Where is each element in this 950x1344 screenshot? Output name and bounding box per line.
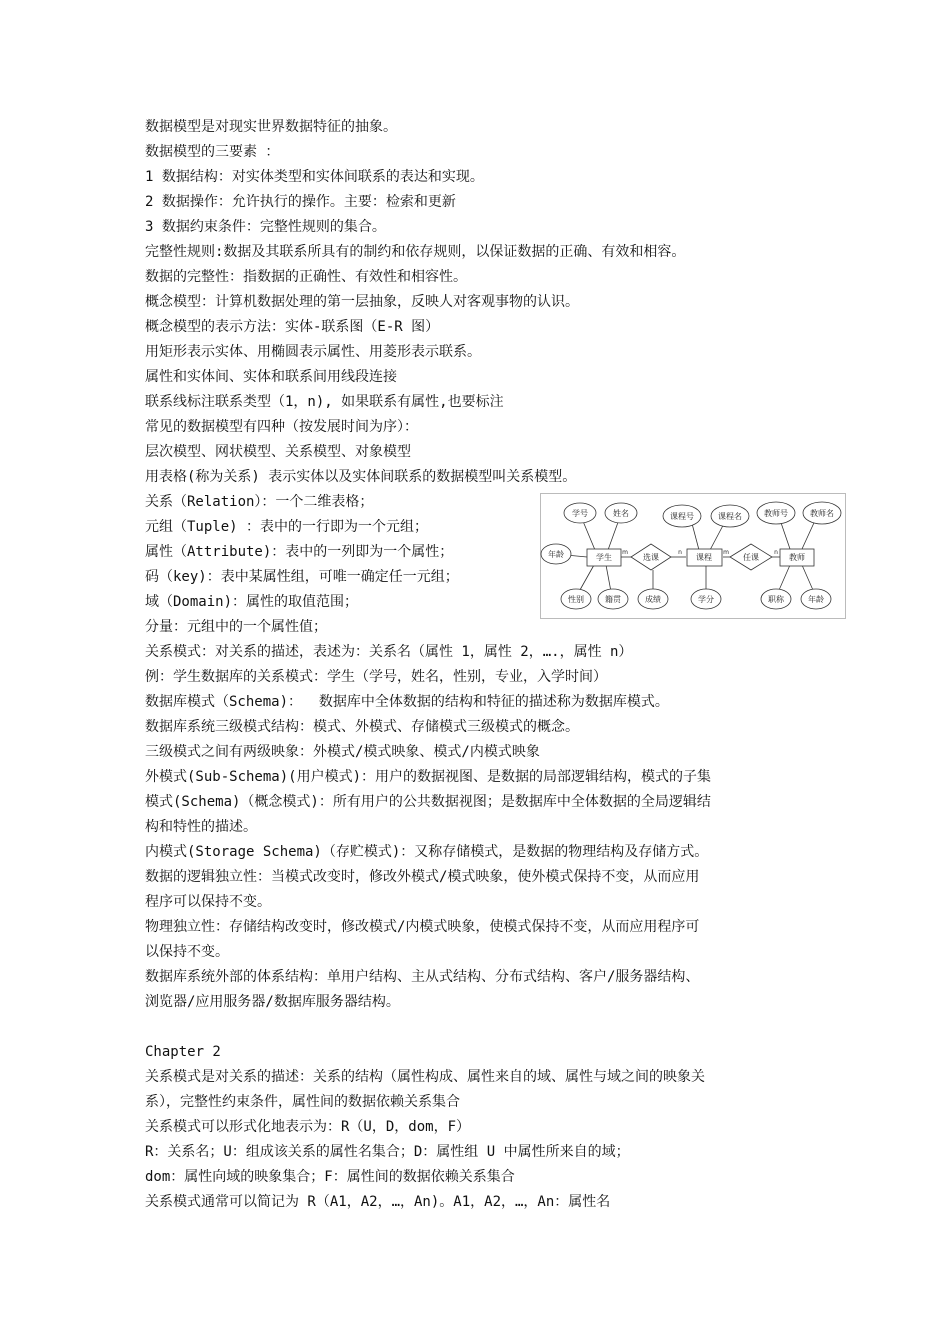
text-line: Chapter 2 [145,1044,221,1060]
attr-label: 教师号 [764,509,788,518]
relationship-label: 选课 [643,553,659,562]
text-line: 码（key)：表中某属性组，可唯一确定任一元组； [145,569,459,585]
text-line: 例：学生数据库的关系模式：学生（学号，姓名，性别，专业，入学时间） [145,669,607,685]
text-line: 概念模型的表示方法：实体-联系图（E-R 图） [145,319,440,335]
text-line: 1 数据结构：对实体类型和实体间联系的表达和实现。 [145,169,484,185]
cardinality-label: m [723,549,729,556]
text-line: 完整性规则:数据及其联系所具有的制约和依存规则，以保证数据的正确、有效和相容。 [145,244,686,260]
text-line: 关系模式是对关系的描述：关系的结构（属性构成、属性来自的域、属性与域之间的映象关 [145,1069,705,1085]
attr-label: 姓名 [613,509,629,518]
attr-label: 教师名 [810,509,834,518]
attr-label: 学号 [572,509,588,518]
text-line: 程序可以保持不变。 [145,894,271,910]
text-line: 关系（Relation）：一个二维表格； [145,494,374,510]
text-line: 物理独立性：存储结构改变时，修改模式/内模式映象，使模式保持不变，从而应用程序可 [145,919,700,935]
text-line: 数据模型是对现实世界数据特征的抽象。 [145,119,397,135]
er-diagram-svg [540,493,846,619]
text-line: 2 数据操作：允许执行的操作。主要：检索和更新 [145,194,456,210]
text-line: 数据库模式（Schema)： 数据库中全体数据的结构和特征的描述称为数据库模式。 [145,694,669,710]
attr-label: 学分 [698,595,714,604]
document-body [145,115,815,1215]
text-line: 内模式(Storage Schema)（存贮模式)：又称存储模式，是数据的物理结构及存储方式。 [145,844,709,860]
attr-label: 成绩 [645,595,661,604]
attr-label: 年龄 [808,595,824,604]
text-line: 用表格(称为关系) 表示实体以及实体间联系的数据模型叫关系模型。 [145,469,577,485]
blank-line [145,1015,815,1040]
text-line: 属性（Attribute)：表中的一列即为一个属性； [145,544,454,560]
text-line: 关系模式通常可以简记为 R（A1，A2，…，An)。A1，A2，…，An：属性名 [145,1194,611,1210]
text-line: R：关系名；U：组成该关系的属性名集合；D：属性组 U 中属性所来自的域； [145,1144,630,1160]
text-line: 关系模式可以形式化地表示为：R（U，D，dom，F） [145,1119,470,1135]
text-line: 数据模型的三要素 ： [145,144,280,160]
text-line: 以保持不变。 [145,944,229,960]
text-line: 层次模型、网状模型、关系模型、对象模型 [145,444,411,460]
text-line: 数据的逻辑独立性：当模式改变时，修改外模式/模式映象，使外模式保持不变，从而应用 [145,869,700,885]
text-line: 构和特性的描述。 [145,819,257,835]
text-line: dom：属性向域的映象集合；F：属性间的数据依赖关系集合 [145,1169,515,1185]
text-line: 数据库系统三级模式结构：模式、外模式、存储模式三级模式的概念。 [145,719,579,735]
text-line: 数据的完整性：指数据的正确性、有效性和相容性。 [145,269,467,285]
text-line: 联系线标注联系类型（1，n), 如果联系有属性,也要标注 [145,394,504,410]
text-line: 用矩形表示实体、用椭圆表示属性、用菱形表示联系。 [145,344,481,360]
attr-label: 籍贯 [605,595,621,604]
entity-label: 学生 [596,553,612,562]
er-diagram [540,493,846,619]
text-line: 概念模型：计算机数据处理的第一层抽象，反映人对客观事物的认识。 [145,294,579,310]
entity-label: 教师 [789,553,805,562]
text-line: 关系模式：对关系的描述，表述为：关系名（属性 1，属性 2，….，属性 n） [145,644,633,660]
cardinality-label: n [678,549,682,556]
attr-label: 课程名 [718,512,742,521]
text-line: 三级模式之间有两级映象：外模式/模式映象、模式/内模式映象 [145,744,540,760]
attr-label: 性别 [568,595,584,604]
text-line: 系），完整性约束条件，属性间的数据依赖关系集合 [145,1094,460,1110]
text-line: 数据库系统外部的体系结构：单用户结构、主从式结构、分布式结构、客户/服务器结构、 [145,969,700,985]
text-line: 域（Domain)：属性的取值范围； [145,594,359,610]
text-line: 模式(Schema)（概念模式)：所有用户的公共数据视图；是数据库中全体数据的全局逻辑结 [145,794,711,810]
cardinality-label: m [622,549,628,556]
text-line: 元组（Tuple) ：表中的一行即为一个元组； [145,519,428,535]
text-line: 3 数据约束条件：完整性规则的集合。 [145,219,386,235]
text-line: 分量：元组中的一个属性值； [145,619,327,635]
entity-label: 课程 [696,553,712,562]
text-line: 外模式(Sub-Schema)(用户模式)：用户的数据视图、是数据的局部逻辑结构，模式的子集 [145,769,711,785]
cardinality-label: n [774,549,778,556]
relationship-label: 任课 [743,553,759,562]
attr-label: 年龄 [548,550,564,559]
text-line: 浏览器/应用服务器/数据库服务器结构。 [145,994,400,1010]
attr-label: 职称 [768,595,784,604]
text-line: 常见的数据模型有四种（按发展时间为序）： [145,419,418,435]
text-line: 属性和实体间、实体和联系间用线段连接 [145,369,397,385]
attr-label: 课程号 [670,512,694,521]
